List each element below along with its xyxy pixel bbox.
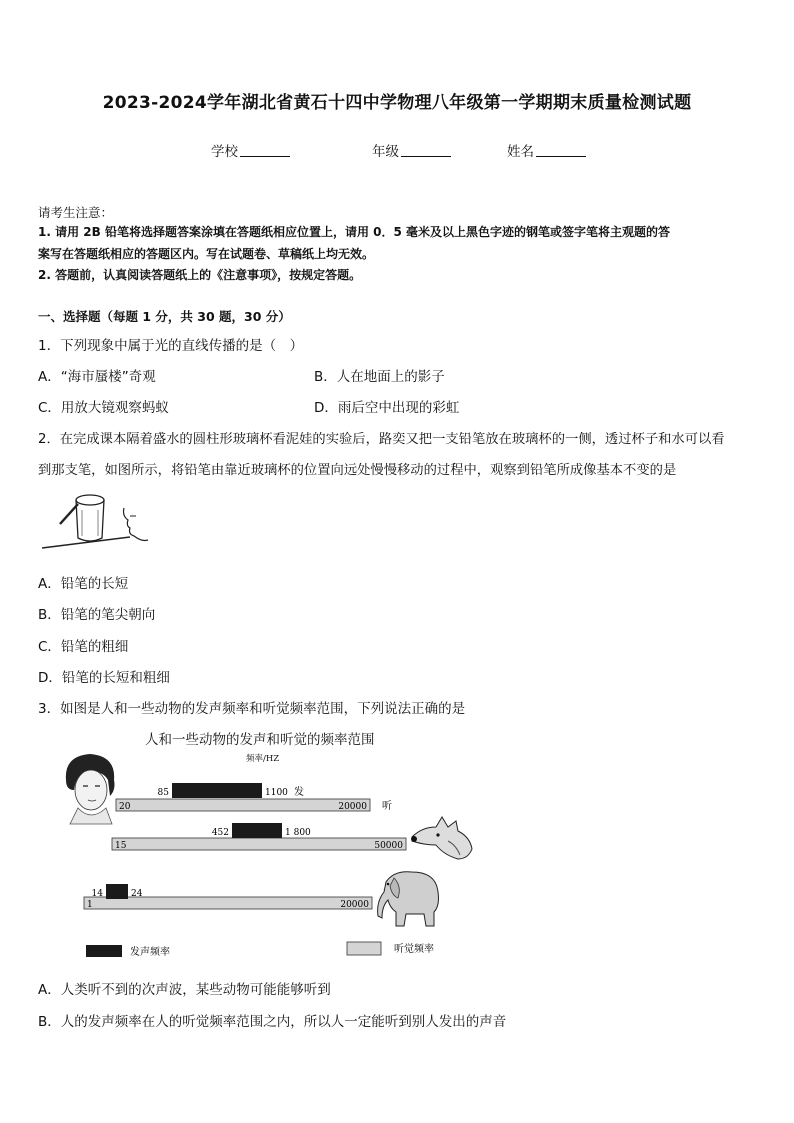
chart-title: 人和一些动物的发声和听觉的频率范围 — [145, 732, 375, 748]
emit-low-label: 14 — [91, 889, 103, 899]
q2-option-c[interactable]: C．铅笔的粗细 — [38, 639, 129, 655]
notice-heading: 请考生注意： — [38, 205, 114, 220]
legend-emit-label: 发声频率 — [130, 947, 170, 958]
legend-hear-label: 听觉频率 — [394, 944, 434, 955]
notice-line-1b: 案写在答题纸相应的答题区内。写在试题卷、草稿纸上均无效。 — [38, 247, 375, 261]
legend-emit-swatch — [86, 945, 122, 957]
q1-option-d[interactable]: D．雨后空中出现的彩虹 — [314, 400, 460, 416]
page-title: 2023-2024学年湖北省黄石十四中学物理八年级第一学期期末质量检测试题 — [102, 93, 692, 113]
emit-high-label: 1 800 — [285, 828, 311, 838]
hear-high-label: 20000 — [338, 802, 367, 812]
hear-low-label: 1 — [87, 900, 93, 910]
grade-label: 年级 — [372, 144, 399, 160]
emit-bar — [172, 783, 262, 798]
emit-bar — [106, 884, 128, 899]
frequency-chart — [0, 770, 794, 960]
q1-option-c[interactable]: C．用放大镜观察蚂蚁 — [38, 400, 169, 416]
school-label: 学校 — [211, 144, 238, 160]
school-field[interactable] — [211, 140, 290, 160]
emit-row-tag: 发 — [294, 787, 304, 798]
grade-field[interactable] — [372, 140, 451, 160]
hear-low-label: 20 — [119, 802, 131, 812]
q2-stem-line1: 2．在完成课本隔着盛水的圆柱形玻璃杯看泥娃的实验后，路奕又把一支铅笔放在玻璃杯的一侧，透过杯子和水可以看 — [38, 432, 725, 447]
q1-stem: 1．下列现象中属于光的直线传播的是（ ） — [38, 338, 304, 354]
chart-unit: 频率/HZ — [246, 754, 280, 764]
q3-option-a[interactable]: A．人类听不到的次声波，某些动物可能能够听到 — [38, 982, 331, 998]
hear-bar — [112, 838, 406, 850]
emit-high-label: 1100 — [265, 788, 288, 798]
hear-bar — [116, 799, 370, 811]
emit-bar — [232, 823, 282, 838]
hear-row-tag: 听 — [382, 801, 392, 812]
pencil-glass-figure — [38, 490, 158, 555]
q2-option-a[interactable]: A．铅笔的长短 — [38, 576, 129, 592]
q3-stem: 3．如图是人和一些动物的发声频率和听觉频率范围，下列说法正确的是 — [38, 701, 466, 717]
hear-high-label: 20000 — [340, 900, 369, 910]
q3-option-b[interactable]: B．人的发声频率在人的听觉频率范围之内，所以人一定能听到别人发出的声音 — [38, 1014, 507, 1030]
emit-low-label: 452 — [211, 828, 229, 838]
emit-high-label: 24 — [131, 889, 143, 899]
q1-option-a[interactable]: A．“海市蜃楼”奇观 — [38, 369, 156, 385]
section-heading: 一、选择题（每题 1 分，共 30 题，30 分） — [38, 309, 291, 324]
legend-hear-swatch — [347, 942, 381, 955]
name-label: 姓名 — [507, 144, 534, 160]
notice-line-2: 2. 答题前，认真阅读答题纸上的《注意事项》，按规定答题。 — [38, 268, 362, 282]
q2-option-b[interactable]: B．铅笔的笔尖朝向 — [38, 607, 156, 623]
emit-low-label: 85 — [157, 788, 169, 798]
q2-option-d[interactable]: D．铅笔的长短和粗细 — [38, 670, 170, 686]
hear-low-label: 15 — [115, 841, 127, 851]
name-field[interactable] — [507, 140, 586, 160]
q1-option-b[interactable]: B．人在地面上的影子 — [314, 369, 445, 385]
hear-high-label: 50000 — [374, 841, 403, 851]
notice-line-1a: 1. 请用 2B 铅笔将选择题答案涂填在答题纸相应位置上，请用 0．5 毫米及以上黑色字迹的钢笔或签字笔将主观题的答 — [38, 225, 670, 239]
q2-stem-line2: 到那支笔，如图所示，将铅笔由靠近玻璃杯的位置向远处慢慢移动的过程中，观察到铅笔所成像基本不变的是 — [38, 463, 677, 478]
